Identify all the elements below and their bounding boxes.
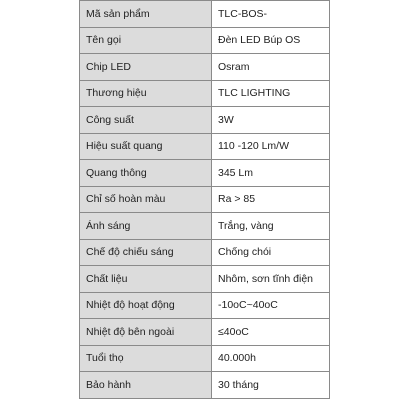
row-value: 3W [212,107,330,134]
row-value: Osram [212,54,330,81]
row-label: Mã sản phẩm [80,1,212,28]
row-label: Chế độ chiếu sáng [80,239,212,266]
table-row [80,319,330,346]
row-value: Đèn LED Búp OS [212,27,330,54]
row-label: Nhiệt độ hoạt động [80,292,212,319]
row-value: 110 -120 Lm/W [212,133,330,160]
row-value: -10oC~40oC [212,292,330,319]
table-row [80,372,330,399]
table-row [80,186,330,213]
row-value: ≤40oC [212,319,330,346]
table-row [80,133,330,160]
table-row [80,80,330,107]
row-value: Chống chói [212,239,330,266]
spec-table [79,0,330,399]
row-label: Chip LED [80,54,212,81]
row-label: Bảo hành [80,372,212,399]
row-label: Tên gọi [80,27,212,54]
row-label: Công suất [80,107,212,134]
row-label: Tuổi thọ [80,345,212,372]
row-value: TLC-BOS- [212,1,330,28]
row-value: Ra > 85 [212,186,330,213]
table-row [80,239,330,266]
row-value: Trắng, vàng [212,213,330,240]
table-row [80,54,330,81]
row-value: 40.000h [212,345,330,372]
table-row [80,345,330,372]
row-label: Chất liệu [80,266,212,293]
row-label: Chỉ số hoàn màu [80,186,212,213]
table-row [80,1,330,28]
row-label: Hiệu suất quang [80,133,212,160]
table-row [80,213,330,240]
row-label: Quang thông [80,160,212,187]
row-value: 345 Lm [212,160,330,187]
row-value: TLC LIGHTING [212,80,330,107]
row-value: 30 tháng [212,372,330,399]
table-row [80,160,330,187]
row-label: Nhiệt độ bên ngoài [80,319,212,346]
table-row [80,27,330,54]
row-label: Thương hiệu [80,80,212,107]
table-row [80,292,330,319]
row-value: Nhôm, sơn tĩnh điện [212,266,330,293]
row-label: Ánh sáng [80,213,212,240]
table-row [80,107,330,134]
table-row [80,266,330,293]
